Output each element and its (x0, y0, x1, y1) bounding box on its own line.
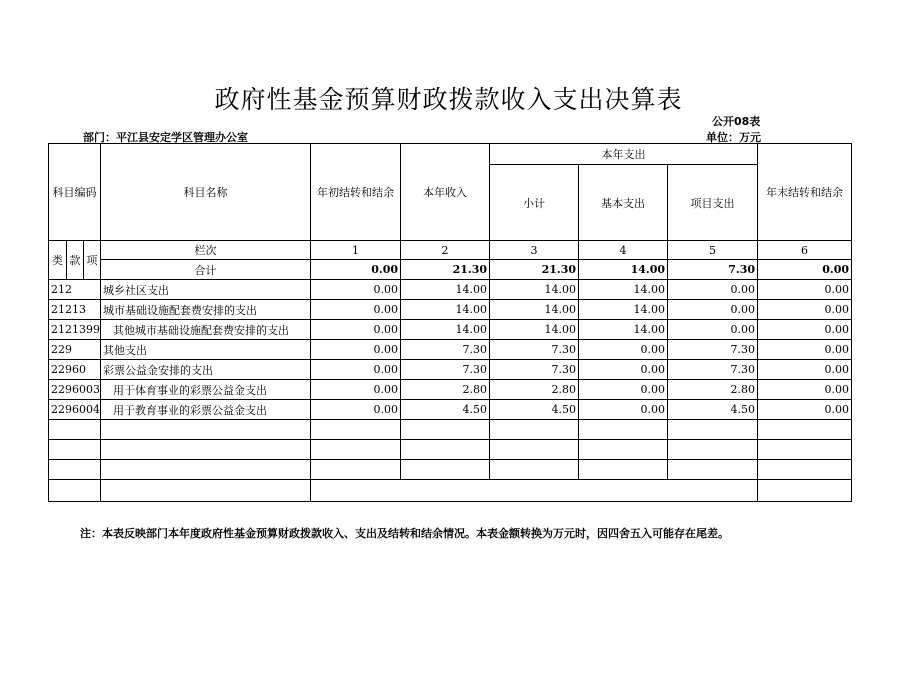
blank-cell (49, 440, 101, 460)
closing-cell: 0.00 (758, 380, 852, 400)
budget-table (48, 143, 852, 502)
subtotal-cell: 2.80 (490, 380, 579, 400)
blank-cell (49, 420, 101, 440)
footnote: 注：本表反映部门本年度政府性基金预算财政拨款收入、支出及结转和结余情况。本表金额转换为万元时，因四舍五入可能存在尾差。 (80, 527, 729, 540)
blank-cell (49, 480, 101, 502)
col-index-5: 5 (668, 241, 758, 260)
subject-code-cell: 2121399 (49, 320, 101, 340)
blank-cell (490, 460, 579, 480)
total-label: 合计 (101, 260, 311, 280)
header-item: 项 (84, 241, 101, 280)
opening-cell: 0.00 (311, 380, 401, 400)
subject-name-cell: 用于教育事业的彩票公益金支出 (101, 400, 311, 420)
income-cell: 7.30 (401, 340, 490, 360)
subject-code-cell: 2296003 (49, 380, 101, 400)
header-project-expense: 项目支出 (668, 165, 758, 241)
header-section: 款 (67, 241, 84, 280)
table-row (49, 340, 852, 360)
income-cell: 7.30 (401, 360, 490, 380)
blank-cell (311, 480, 758, 502)
blank-cell (579, 440, 668, 460)
basic-cell: 14.00 (579, 280, 668, 300)
blank-row (49, 420, 852, 440)
blank-cell (668, 420, 758, 440)
blank-cell (401, 440, 490, 460)
col-index-1: 1 (311, 241, 401, 260)
closing-cell: 0.00 (758, 300, 852, 320)
basic-cell: 0.00 (579, 340, 668, 360)
subject-code-cell: 229 (49, 340, 101, 360)
table-row (49, 280, 852, 300)
unit-value: 万元 (739, 131, 761, 144)
blank-cell (758, 440, 852, 460)
subtotal-cell: 7.30 (490, 340, 579, 360)
subject-code-cell: 22960 (49, 360, 101, 380)
subtotal-cell: 14.00 (490, 320, 579, 340)
subject-name-cell: 彩票公益金安排的支出 (101, 360, 311, 380)
blank-cell (579, 460, 668, 480)
header-current-expense: 本年支出 (490, 144, 758, 165)
opening-cell: 0.00 (311, 360, 401, 380)
total-opening: 0.00 (311, 260, 401, 280)
blank-cell (758, 480, 852, 502)
blank-cell (49, 460, 101, 480)
header-current-income: 本年收入 (401, 144, 490, 241)
blank-cell (401, 460, 490, 480)
blank-cell (401, 420, 490, 440)
basic-cell: 0.00 (579, 360, 668, 380)
header-class: 类 (49, 241, 67, 280)
project-cell: 7.30 (668, 360, 758, 380)
blank-cell (311, 460, 401, 480)
project-cell: 2.80 (668, 380, 758, 400)
blank-cell (668, 440, 758, 460)
total-subtotal: 21.30 (490, 260, 579, 280)
blank-cell (668, 460, 758, 480)
basic-cell: 14.00 (579, 300, 668, 320)
subject-code-cell: 2296004 (49, 400, 101, 420)
table-row (49, 360, 852, 380)
project-cell: 7.30 (668, 340, 758, 360)
header-opening-balance: 年初结转和结余 (311, 144, 401, 241)
income-cell: 4.50 (401, 400, 490, 420)
project-cell: 0.00 (668, 300, 758, 320)
form-number: 公开08表 (712, 115, 761, 128)
subject-name-cell: 城市基础设施配套费安排的支出 (101, 300, 311, 320)
header-subject-code: 科目编码 (49, 144, 101, 241)
closing-cell: 0.00 (758, 400, 852, 420)
basic-cell: 0.00 (579, 380, 668, 400)
closing-cell: 0.00 (758, 340, 852, 360)
total-closing: 0.00 (758, 260, 852, 280)
income-cell: 2.80 (401, 380, 490, 400)
opening-cell: 0.00 (311, 400, 401, 420)
header-column-index: 栏次 (101, 241, 311, 260)
project-cell: 4.50 (668, 400, 758, 420)
subtotal-cell: 7.30 (490, 360, 579, 380)
subject-name-cell: 其他支出 (101, 340, 311, 360)
col-index-3: 3 (490, 241, 579, 260)
col-index-2: 2 (401, 241, 490, 260)
income-cell: 14.00 (401, 300, 490, 320)
closing-cell: 0.00 (758, 280, 852, 300)
total-income: 21.30 (401, 260, 490, 280)
blank-row (49, 440, 852, 460)
blank-row (49, 480, 852, 502)
table-row (49, 300, 852, 320)
table-row (49, 380, 852, 400)
header-closing-balance: 年末结转和结余 (758, 144, 852, 241)
blank-cell (579, 420, 668, 440)
subject-code-cell: 21213 (49, 300, 101, 320)
subtotal-cell: 14.00 (490, 300, 579, 320)
subject-name-cell: 用于体育事业的彩票公益金支出 (101, 380, 311, 400)
opening-cell: 0.00 (311, 340, 401, 360)
page-title: 政府性基金预算财政拨款收入支出决算表 (214, 85, 683, 114)
subtotal-cell: 4.50 (490, 400, 579, 420)
blank-cell (490, 440, 579, 460)
total-row (49, 260, 852, 280)
income-cell: 14.00 (401, 280, 490, 300)
closing-cell: 0.00 (758, 320, 852, 340)
col-index-4: 4 (579, 241, 668, 260)
department-label: 部门：平江县安定学区管理办公室 (83, 131, 248, 144)
blank-cell (101, 480, 311, 502)
total-basic: 14.00 (579, 260, 668, 280)
basic-cell: 14.00 (579, 320, 668, 340)
blank-cell (101, 420, 311, 440)
opening-cell: 0.00 (311, 320, 401, 340)
subject-code-cell: 212 (49, 280, 101, 300)
blank-cell (311, 420, 401, 440)
unit-label-prefix: 单位： (706, 131, 739, 144)
blank-cell (101, 440, 311, 460)
basic-cell: 0.00 (579, 400, 668, 420)
subtotal-cell: 14.00 (490, 280, 579, 300)
blank-cell (758, 460, 852, 480)
blank-cell (101, 460, 311, 480)
col-index-6: 6 (758, 241, 852, 260)
opening-cell: 0.00 (311, 300, 401, 320)
header-basic-expense: 基本支出 (579, 165, 668, 241)
table-row (49, 400, 852, 420)
subject-name-cell: 其他城市基础设施配套费安排的支出 (101, 320, 311, 340)
subject-name-cell: 城乡社区支出 (101, 280, 311, 300)
table-row (49, 320, 852, 340)
total-project: 7.30 (668, 260, 758, 280)
blank-row (49, 460, 852, 480)
blank-cell (311, 440, 401, 460)
income-cell: 14.00 (401, 320, 490, 340)
opening-cell: 0.00 (311, 280, 401, 300)
project-cell: 0.00 (668, 280, 758, 300)
blank-cell (758, 420, 852, 440)
header-subject-name: 科目名称 (101, 144, 311, 241)
closing-cell: 0.00 (758, 360, 852, 380)
blank-cell (490, 420, 579, 440)
header-subtotal: 小计 (490, 165, 579, 241)
project-cell: 0.00 (668, 320, 758, 340)
